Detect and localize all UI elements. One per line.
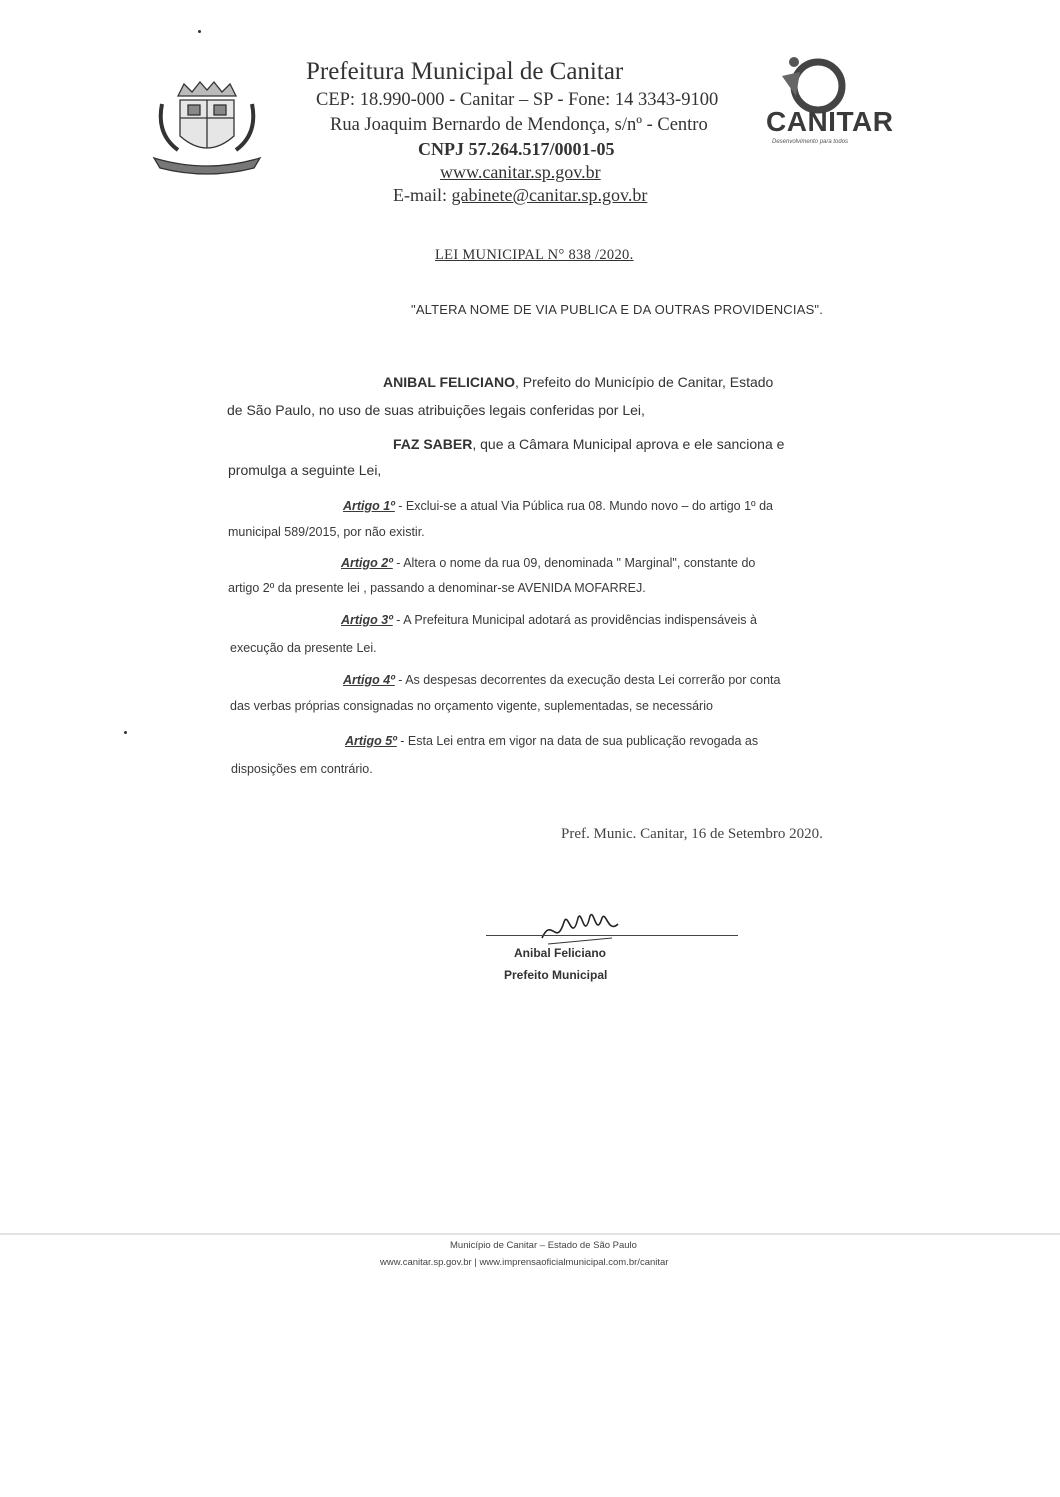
scan-speck [198,30,201,33]
header-email [393,185,647,206]
footer-links[interactable]: www.canitar.sp.gov.br | www.imprensaoficialmunicipal.com.br/canitar [380,1257,669,1268]
law-ementa: "ALTERA NOME DE VIA PUBLICA E DA OUTRAS PROVIDENCIAS". [411,302,824,317]
article-5-label: Artigo 5º [345,734,397,748]
article-3-line-1 [341,613,757,627]
place-and-date: Pref. Munic. Canitar, 16 de Setembro 2020. [561,826,823,842]
signer-role: Prefeito Municipal [504,968,608,982]
article-2-text: - Altera o nome da rua 09, denominada " Marginal", constante do [392,556,756,570]
header-address: Rua Joaquim Bernardo de Mendonça, s/nº - Centro [330,115,708,135]
article-2-line-2: artigo 2º da presente lei , passando a denominar-se AVENIDA MOFARREJ. [228,581,646,595]
preamble-line-1 [383,374,773,390]
article-5-line-2: disposições em contrário. [231,762,373,776]
scan-speck [124,731,127,734]
article-4-text: - As despesas decorrentes da execução desta Lei correrão por conta [394,673,781,687]
footer-municipality: Município de Canitar – Estado de São Paulo [450,1240,637,1251]
article-1-label: Artigo 1º [343,499,395,513]
email-label: E-mail: [393,185,447,205]
article-3-label: Artigo 3º [341,613,393,627]
header-website-link[interactable]: www.canitar.sp.gov.br [440,162,601,182]
signer-name: Anibal Feliciano [514,946,607,960]
email-link[interactable]: gabinete@canitar.sp.gov.br [451,185,648,205]
preamble-line-2: de São Paulo, no uso de suas atribuições legais conferidas por Lei, [227,402,645,418]
article-1-text: - Exclui-se a atual Via Pública rua 08. Mundo novo – do artigo 1º da [394,499,773,513]
header-cnpj: CNPJ 57.264.517/0001-05 [418,139,615,159]
article-3-line-2: execução da presente Lei. [230,641,377,655]
faz-saber-lead: FAZ SABER [393,436,473,452]
article-2-label: Artigo 2º [341,556,393,570]
article-4-label: Artigo 4º [343,673,395,687]
mayor-name: ANIBAL FELICIANO [383,374,515,390]
law-title: LEI MUNICIPAL N° 838 /2020. [435,247,634,263]
article-5-line-1 [345,734,758,748]
faz-saber-line-1-rest: , que a Câmara Municipal aprova e ele sanciona e [472,436,785,452]
article-1-line-2: municipal 589/2015, por não existir. [228,525,425,539]
article-1-line-1 [343,499,773,513]
faz-saber-line-2: promulga a seguinte Lei, [228,462,382,478]
article-2-line-1 [341,556,755,570]
header-cep-phone: CEP: 18.990-000 - Canitar – SP - Fone: 14 3343-9100 [316,90,719,110]
preamble-line-1-rest: , Prefeito do Município de Canitar, Estado [514,374,774,390]
footer-divider [0,1233,1060,1235]
canitar-logo-text: CANITAR [766,106,894,137]
header-title: Prefeitura Municipal de Canitar [306,58,624,85]
canitar-logo-slogan: Desenvolvimento para todos [772,139,849,145]
coat-of-arms-banner: CANITAR [182,158,213,165]
signature-line [486,935,738,936]
faz-saber-line-1 [393,436,784,452]
article-5-text: - Esta Lei entra em vigor na data de sua publicação revogada as [396,734,759,748]
article-4-line-2: das verbas próprias consignadas no orçamento vigente, suplementadas, se necessário [230,699,713,713]
article-3-text: - A Prefeitura Municipal adotará as providências indispensáveis à [392,613,757,627]
article-4-line-1 [343,673,780,687]
